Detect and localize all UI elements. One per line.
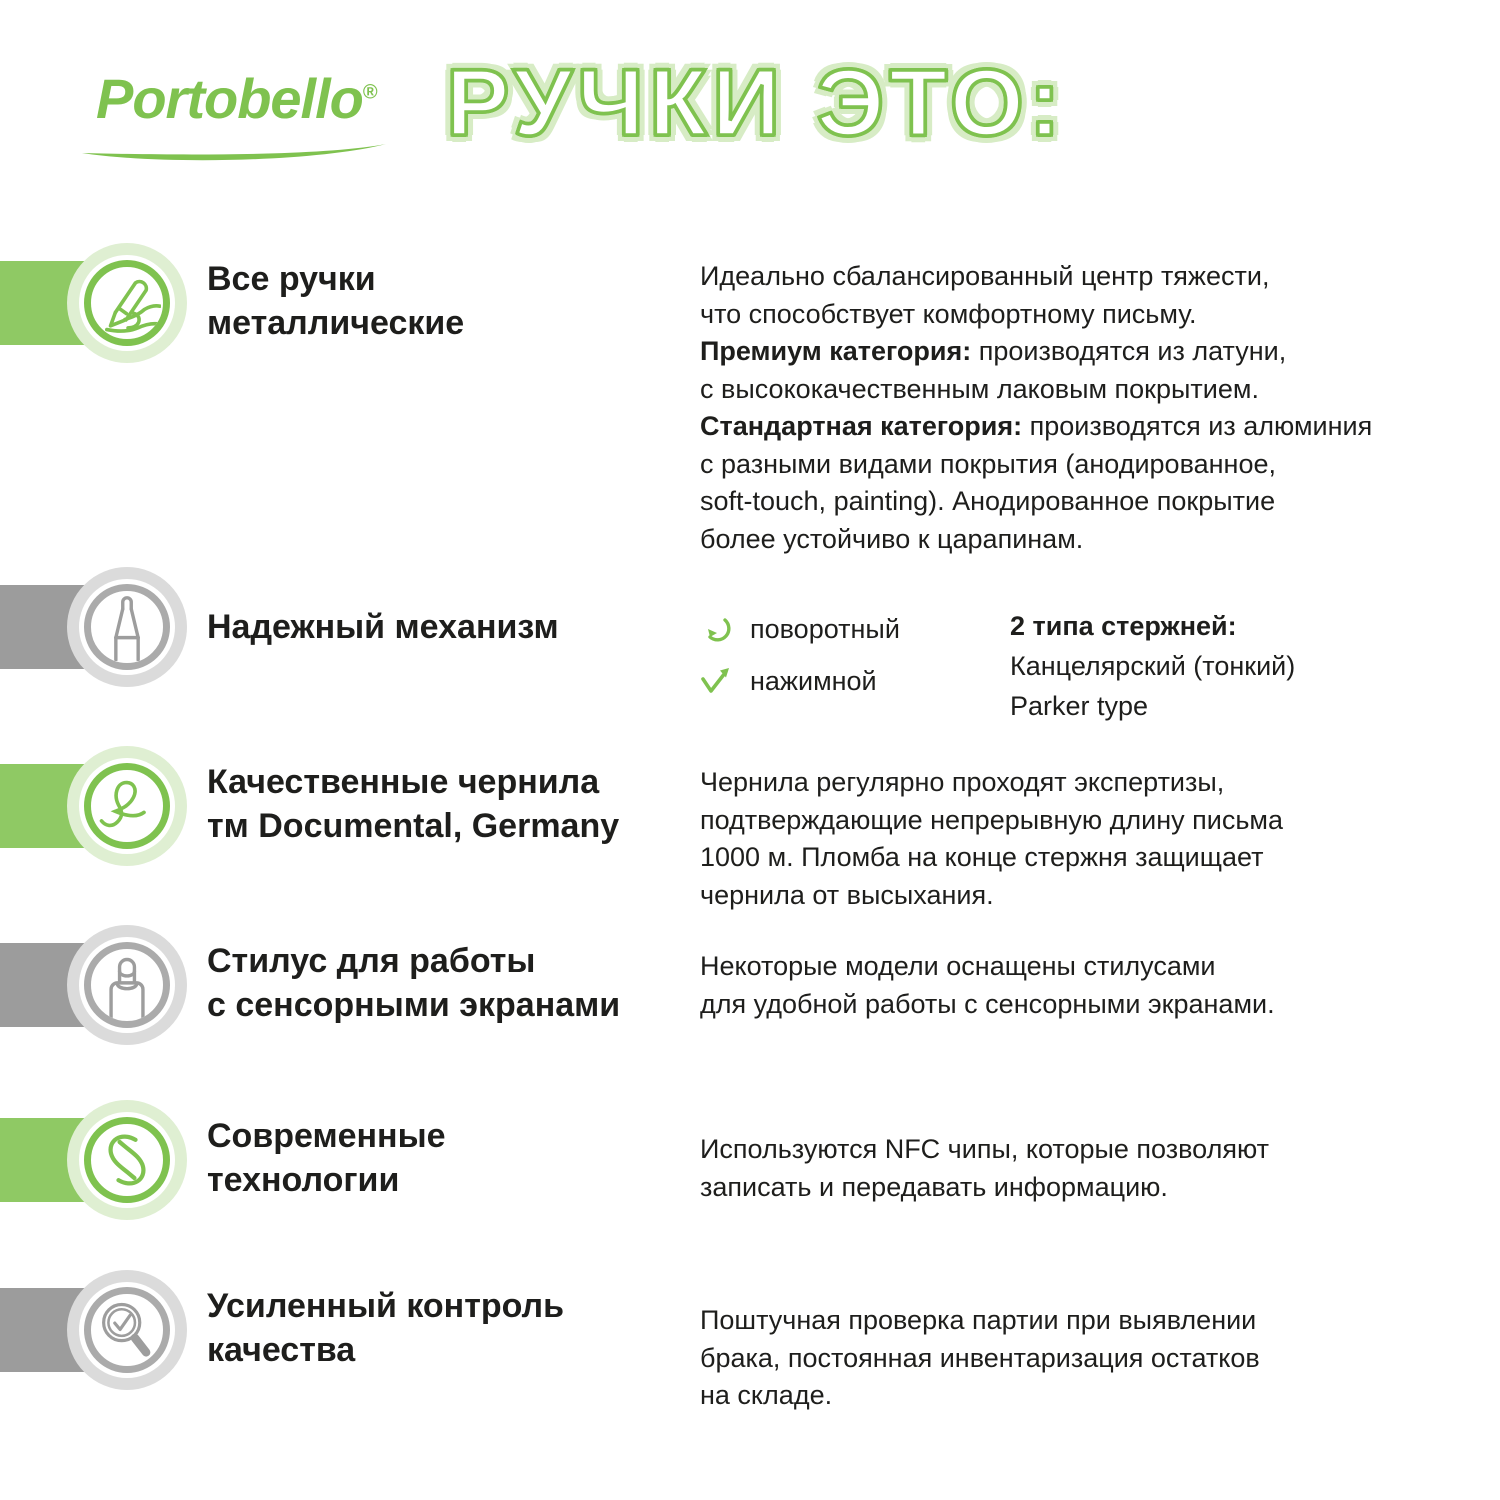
feature-title: Стилус для работы с сенсорными экранами bbox=[207, 942, 621, 1024]
feature-description: Чернила регулярно проходят экспертизы, подтверждающие непрерывную длину письма 1000 м. Пломба на конце стержня защищает чернила от высыхания. bbox=[700, 767, 1283, 910]
pen-in-hand-icon bbox=[67, 243, 187, 363]
pen-tip-icon bbox=[67, 567, 187, 687]
feature-title: Качественные чернила тм Documental, Germany bbox=[207, 763, 620, 845]
push-icon bbox=[698, 663, 734, 699]
mechanism-item: нажимной bbox=[698, 660, 900, 702]
feature-description: Некоторые модели оснащены стилусами для удобной работы с сенсорными экранами. bbox=[700, 951, 1275, 1019]
feature-description: Поштучная проверка партии при выявлении брака, постоянная инвентаризация остатков на складе. bbox=[700, 1305, 1260, 1410]
feature-description: Используются NFC чипы, которые позволяют записать и передавать информацию. bbox=[700, 1134, 1269, 1202]
refill-types: 2 типа стержней: Канцелярский (тонкий) Parker type bbox=[1010, 611, 1296, 721]
mechanism-list bbox=[698, 608, 900, 702]
portobello-logo: Portobello® bbox=[96, 67, 377, 130]
logo-swoosh bbox=[80, 140, 388, 166]
mechanism-item: поворотный bbox=[698, 608, 900, 650]
feature-title: Все ручки металлические bbox=[207, 260, 465, 342]
registered-mark: ® bbox=[362, 81, 377, 104]
nfc-icon bbox=[67, 1100, 187, 1220]
magnifier-check-icon bbox=[67, 1270, 187, 1390]
feature-description: Идеально сбалансированный центр тяжести, что способствует комфортному письму. Премиум категория: производятся из латуни, с высококачественным лаковым покрытием. Стандартная категория: производятся из алюминия с разными видами покрытия (анодированное, soft-touch, painting). Анодированное покрытие более устойчиво к царапинам. bbox=[700, 261, 1373, 554]
stylus-icon bbox=[67, 925, 187, 1045]
page-title: РУЧКИ ЭТО: bbox=[446, 50, 1066, 156]
feature-title: Усиленный контроль качества bbox=[207, 1287, 565, 1369]
rotate-icon bbox=[698, 611, 734, 647]
ink-squiggle-icon bbox=[67, 746, 187, 866]
feature-title: Современные технологии bbox=[207, 1117, 446, 1199]
feature-title: Надежный механизм bbox=[207, 608, 559, 646]
